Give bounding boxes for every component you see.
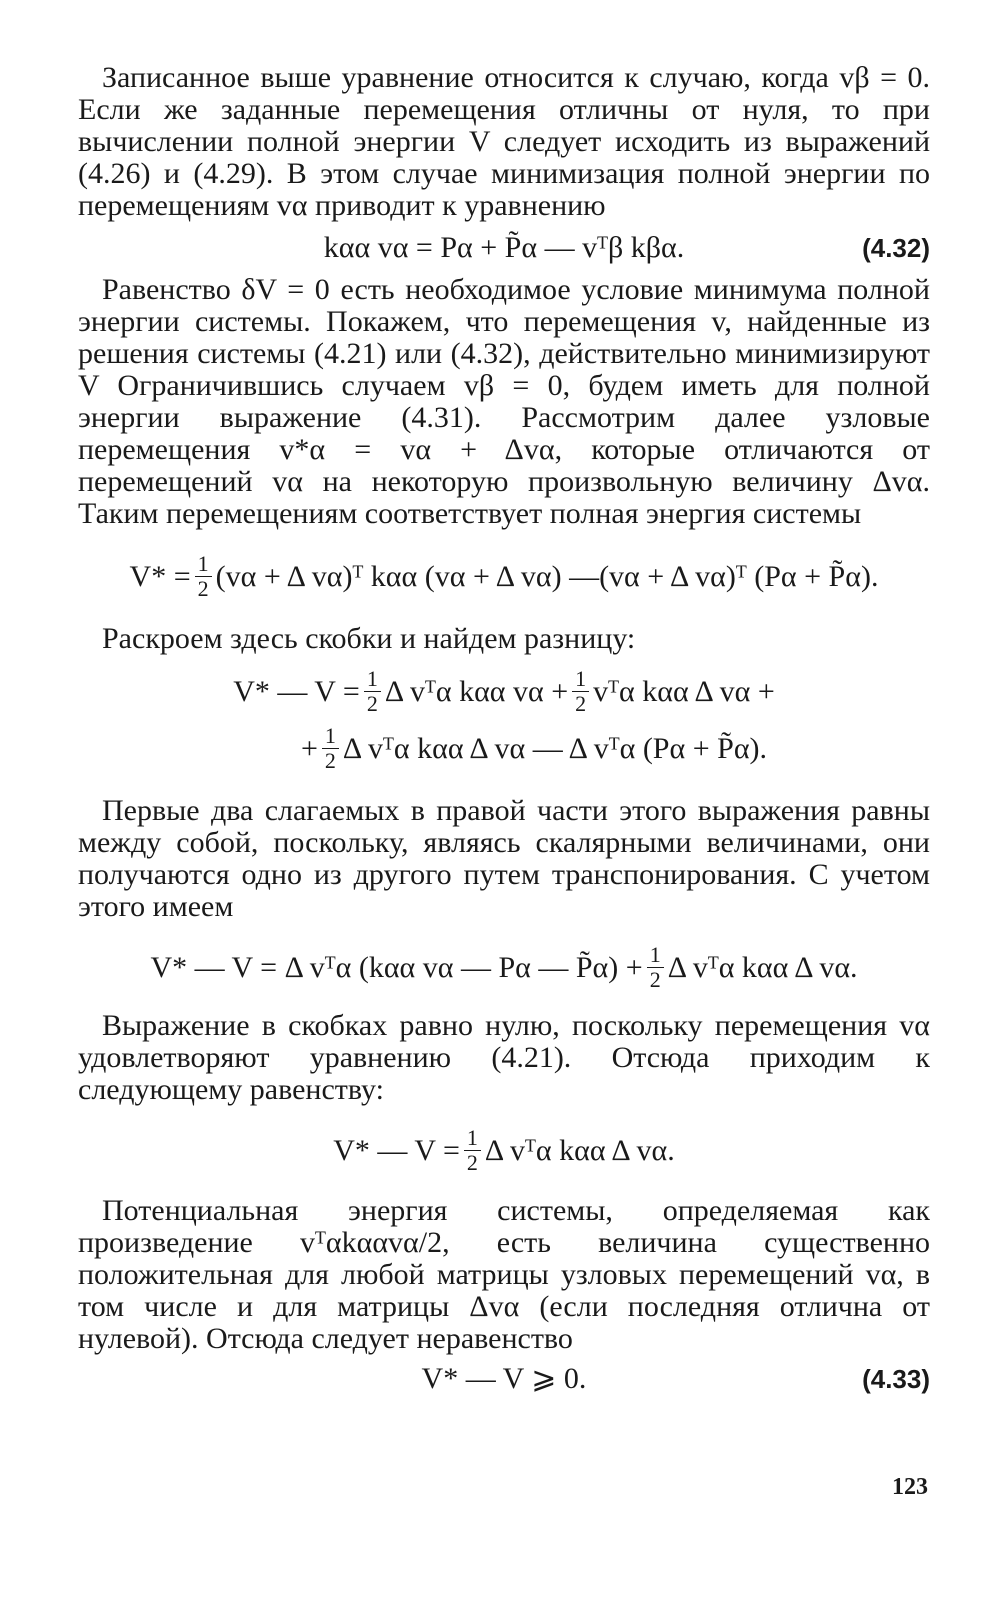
equation-difference-line-2 [78,724,930,773]
fraction-denominator: 2 [575,691,587,716]
fraction-numerator: 1 [572,667,589,692]
fraction-half [647,943,664,992]
fraction-numerator: 1 [322,724,339,749]
paragraph-3: Раскроем здесь скобки и найдем разницу: [102,622,636,655]
equation-difference-lhs: V* — V = [233,674,360,708]
paragraph-6: Потенциальная энергия системы, определяемая как произведение vᵀαkααvα/2, есть величина существенно положительная для любой матрицы узловых перемещений vα, в том числе и для матрицы Δvα (если последняя отлична от нулевой). Отсюда следует неравенство [78,1194,930,1355]
equation-difference-line-1 [78,667,930,716]
fraction-denominator: 2 [649,967,661,992]
equation-number-4-33: (4.33) [862,1364,930,1394]
paragraph-1: Записанное выше уравнение относится к случаю, когда vβ = 0. Если же заданные перемещения отличны от нуля, то при вычислении полной энергии V следует исходить из выражений (4.26) и (4.29). В этом случае минимизация полной энергии по перемещениям vα приводит к уравнению [78,61,930,222]
fraction-half [322,724,339,773]
fraction-numerator: 1 [364,667,381,692]
equation-4-32-body: kαα vα = Pα + P̃α — vᵀβ kβα. [323,231,685,264]
paragraph-5: Выражение в скобках равно нулю, поскольку перемещения vα удовлетворяют уравнению (4.21). Отсюда приходим к следующему равенству: [78,1009,930,1106]
page-number: 123 [892,1474,928,1500]
fraction-half [195,552,212,601]
equation-final [78,1126,930,1175]
equation-4-33-body: V* — V ⩾ 0. [421,1362,587,1395]
equation-simplified-lhs: V* — V = Δ vᵀα (kαα vα — Pα — P̃α) + [150,950,643,984]
equation-final-lhs: V* — V = [333,1133,460,1167]
equation-v-star [78,552,930,601]
equation-v-star-rhs: (vα + Δ vα)ᵀ kαα (vα + Δ vα) —(vα + Δ vα)ᵀ (Pα + P̃α). [215,559,879,593]
equation-4-33 [78,1363,930,1395]
fraction-half [572,667,589,716]
paragraph-4: Первые два слагаемых в правой части этого выражения равны между собой, поскольку, являясь скалярными величинами, они получаются одно из другого путем транспонирования. С учетом этого имеем [78,794,930,923]
fraction-denominator: 2 [197,576,209,601]
equation-v-star-lhs: V* = [129,559,191,593]
fraction-denominator: 2 [324,748,336,773]
equation-simplified-rhs: Δ vᵀα kαα Δ vα. [667,950,858,984]
fraction-numerator: 1 [647,943,664,968]
fraction-denominator: 2 [466,1150,478,1175]
equation-difference-term-b: vᵀα kαα Δ vα + [593,674,775,708]
equation-difference-simplified [78,943,930,992]
paragraph-2: Равенство δV = 0 есть необходимое условие минимума полной энергии системы. Покажем, что перемещения v, найденные из решения системы (4.21) или (4.32), действительно минимизируют V Ограничившись случаем vβ = 0, будем иметь для полной энергии выражение (4.31). Рассмотрим далее узловые перемещения v*α = vα + Δvα, которые отличаются от перемещений vα на некоторую произвольную величину Δvα. Таким перемещениям соответствует полная энергия системы [78,273,930,530]
equation-final-rhs: Δ vᵀα kαα Δ vα. [484,1133,675,1167]
equation-difference-plus: + [300,731,318,765]
equation-difference-term-c: Δ vᵀα kαα Δ vα — Δ vᵀα (Pα + P̃α). [342,731,768,765]
page-body [78,62,930,1395]
fraction-denominator: 2 [366,691,378,716]
fraction-half [364,667,381,716]
equation-number-4-32: (4.32) [862,233,930,263]
fraction-half [464,1126,481,1175]
fraction-numerator: 1 [464,1126,481,1151]
equation-difference-term-a: Δ vᵀα kαα vα + [384,674,569,708]
fraction-numerator: 1 [195,552,212,577]
equation-4-32 [78,232,930,264]
